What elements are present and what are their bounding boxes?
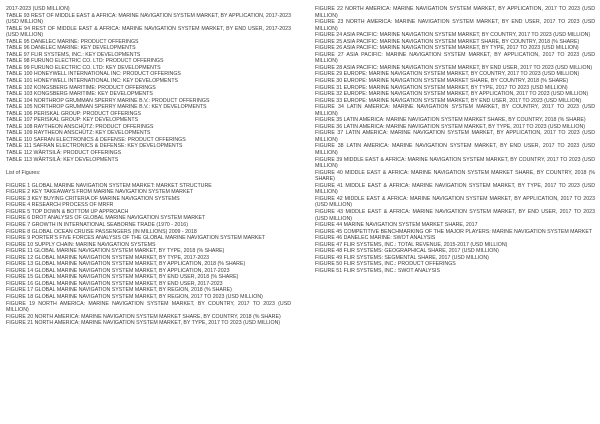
list-item: FIGURE 16 GLOBAL MARINE NAVIGATION SYSTEM MARKET, BY END USER, 2017-2023: [6, 280, 223, 287]
list-item: TABLE 109 RAYTHEON ANSCHÜTZ: KEY DEVELOPMENTS: [6, 130, 151, 137]
list-item: FIGURE 10 SUPPLY CHAIN: MARINE NAVIGATION SYSTEMS: [6, 241, 156, 248]
list-item: FIGURE 31 EUROPE: MARINE NAVIGATION SYSTEM MARKET, BY TYPE, 2017 TO 2023 (USD MILLION): [315, 84, 568, 91]
list-item: TABLE 99 FURUNO ELECTRIC CO. LTD: KEY DEVELOPMENTS: [6, 64, 161, 71]
list-item: FIGURE 25 ASIA PACIFIC: MARINE NAVIGATION SYSTEM MARKET SHARE, BY COUNTRY, 2018 (% SHARE): [315, 38, 580, 45]
list-item: TABLE 112 WÄRTSILÄ: PRODUCT OFFERINGS: [6, 150, 122, 157]
list-item: FIGURE 7 GROWTH IN INTERNATIONAL SEABORNE TRADE (1970 - 2016): [6, 221, 188, 228]
list-item: TABLE 94 REST OF MIDDLE EAST & AFRICA: MARINE NAVIGATION SYSTEM MARKET, BY END USER, 2017-2023 (USD MILLION): [6, 25, 291, 39]
list-item: FIGURE 37 LATIN AMERICA: MARINE NAVIGATION SYSTEM MARKET, BY APPLICATION, 2017 TO 2023 (USD MILLION): [315, 130, 595, 143]
list-item: FIGURE 19 NORTH AMERICA: MARINE NAVIGATION SYSTEM MARKET, BY COUNTRY, 2017 TO 2023 (USD MILLION): [6, 300, 291, 314]
list-item: FIGURE 48 FLIR SYSTEMS: GEOGRAPHICAL SHARE, 2017 (USD MILLION): [315, 248, 499, 255]
list-item: FIGURE 49 FLIR SYSTEMS: SEGMENTAL SHARE, 2017 (USD MILLION): [315, 254, 489, 261]
list-item: FIGURE 1 GLOBAL MARINE NAVIGATION SYSTEM MARKET: MARKET STRUCTURE: [6, 182, 212, 189]
figures-heading: List of Figures:: [6, 169, 41, 176]
list-item: FIGURE 22 NORTH AMERICA: MARINE NAVIGATION SYSTEM MARKET, BY APPLICATION, 2017 TO 2023 (USD MILLION): [315, 6, 595, 19]
list-item: FIGURE 35 LATIN AMERICA: MARINE NAVIGATION SYSTEM MARKET SHARE, BY COUNTRY, 2018 (% SHARE): [315, 117, 586, 124]
list-item: FIGURE 40 MIDDLE EAST & AFRICA: MARINE NAVIGATION SYSTEM MARKET SHARE, BY COUNTRY, 2018 (% SHARE): [315, 169, 595, 183]
list-item: FIGURE 44 MARINE NAVIGATION SYSTEM MARKET SHARE, 2017: [315, 222, 478, 229]
list-item: TABLE 111 SAFRAN ELECTRONICS & DEFENSE: KEY DEVELOPMENTS: [6, 143, 183, 150]
list-item: FIGURE 3 KEY BUYING CRITERIA OF MARINE NAVIGATION SYSTEMS: [6, 195, 180, 202]
list-item: TABLE 105 NORTHROP GRUMMAN SPERRY MARINE B.V.: KEY DEVELOPMENTS: [6, 104, 207, 111]
list-item: TABLE 102 KONGSBERG MARITIME: PRODUCT OFFERINGS: [6, 84, 156, 91]
list-item: FIGURE 26 ASIA PACIFIC: MARINE NAVIGATION SYSTEM MARKET, BY TYPE, 2017 TO 2023 (USD MILLION): [315, 45, 579, 52]
list-item: FIGURE 23 NORTH AMERICA: MARINE NAVIGATION SYSTEM MARKET, BY END USER, 2017 TO 2023 (USD MILLION): [315, 19, 595, 32]
list-item: TABLE 103 KONGSBERG MARITIME: KEY DEVELOPMENTS: [6, 91, 153, 98]
list-item: FIGURE 36 LATIN AMERICA: MARINE NAVIGATION SYSTEM MARKET, BY TYPE, 2017 TO 2023 (USD MILLION): [315, 123, 586, 130]
list-item: TABLE 96 DANELEC MARINE: KEY DEVELOPMENTS: [6, 45, 136, 52]
list-item: 2017-2023 (USD MILLION): [6, 6, 70, 12]
list-item: FIGURE 27 ASIA PACIFIC: MARINE NAVIGATION SYSTEM MARKET, BY APPLICATION, 2017 TO 2023 (USD MILLION): [315, 51, 595, 65]
list-item: FIGURE 6 DROT ANALYSIS OF GLOBAL MARINE NAVIGATION SYSTEM MARKET: [6, 215, 206, 222]
list-item: FIGURE 46 DANELEC MARINE: SWOT ANALYSIS: [315, 235, 436, 242]
list-item: FIGURE 14 GLOBAL MARINE NAVIGATION SYSTEM MARKET, BY APPLICATION, 2017-2023: [6, 267, 230, 274]
list-item: TABLE 93 REST OF MIDDLE EAST & AFRICA: MARINE NAVIGATION SYSTEM MARKET, BY APPLICATION, 2017-2023 (USD MILLION): [6, 12, 291, 26]
list-item: FIGURE 50 FLIR SYSTEMS, INC.: PRODUCT OFFERINGS: [315, 261, 456, 268]
right-column: [315, 6, 595, 274]
list-item: TABLE 97 FLIR SYSTEMS, INC.: KEY DEVELOPMENTS: [6, 51, 141, 58]
figure-list-left: [6, 183, 291, 327]
list-item: FIGURE 39 MIDDLE EAST & AFRICA: MARINE NAVIGATION SYSTEM MARKET, BY COUNTRY, 2017 TO 2023 (USD MILLION): [315, 156, 595, 170]
list-item: TABLE 107 PERISKAL GROUP: KEY DEVELOPMENTS: [6, 117, 139, 124]
list-item: FIGURE 42 MIDDLE EAST & AFRICA: MARINE NAVIGATION SYSTEM MARKET, BY APPLICATION, 2017 TO 2023 (USD MILLION): [315, 195, 595, 209]
list-item: FIGURE 34 LATIN AMERICA: MARINE NAVIGATION SYSTEM MARKET, BY COUNTRY, 2017 TO 2023 (USD MILLION): [315, 104, 595, 117]
list-item: FIGURE 41 MIDDLE EAST & AFRICA: MARINE NAVIGATION SYSTEM MARKET, BY TYPE, 2017 TO 2023 (USD MILLION): [315, 182, 595, 196]
list-item: FIGURE 28 ASIA PACIFIC: MARINE NAVIGATION SYSTEM MARKET, BY END USER, 2017 TO 2023 (USD MILLION): [315, 64, 593, 71]
list-item: FIGURE 2 KEY TAKEAWAYS FROM MARINE NAVIGATION SYSTEM MARKET: [6, 189, 194, 196]
list-item: FIGURE 15 GLOBAL MARINE NAVIGATION SYSTEM MARKET, BY END USER, 2018 (% SHARE): [6, 274, 239, 281]
list-item: FIGURE 30 EUROPE: MARINE NAVIGATION SYSTEM MARKET SHARE, BY COUNTRY, 2018 (% SHARE): [315, 78, 569, 85]
list-item: FIGURE 21 NORTH AMERICA: MARINE NAVIGATION SYSTEM MARKET, BY TYPE, 2017 TO 2023 (USD MILLION): [6, 320, 281, 327]
list-item: FIGURE 11 GLOBAL MARINE NAVIGATION SYSTEM MARKET, BY TYPE, 2018 (% SHARE): [6, 248, 225, 255]
list-item: FIGURE 51 FLIR SYSTEMS, INC.: SWOT ANALYSIS: [315, 267, 440, 274]
list-item: FIGURE 20 NORTH AMERICA: MARINE NAVIGATION SYSTEM MARKET SHARE, BY COUNTRY, 2018 (% SHARE): [6, 313, 281, 320]
list-item: TABLE 106 PERISKAL GROUP: PRODUCT OFFERINGS: [6, 110, 141, 117]
list-item: TABLE 110 SAFRAN ELECTRONICS & DEFENSE: PRODUCT OFFERINGS: [6, 136, 186, 143]
list-item: TABLE 95 DANELEC MARINE: PRODUCT OFFERINGS: [6, 38, 139, 45]
table-list-continued: [6, 6, 291, 163]
list-item: TABLE 101 HONEYWELL INTERNATIONAL INC: KEY DEVELOPMENTS: [6, 78, 179, 85]
list-item: FIGURE 12 GLOBAL MARINE NAVIGATION SYSTEM MARKET, BY TYPE, 2017-2023: [6, 254, 210, 261]
list-item: TABLE 108 RAYTHEON ANSCHÜTZ: PRODUCT OFFERINGS: [6, 123, 154, 130]
list-item: TABLE 113 WÄRTSILÄ: KEY DEVELOPMENTS: [6, 156, 119, 163]
list-item: FIGURE 24 ASIA PACIFIC: MARINE NAVIGATION SYSTEM MARKET, BY COUNTRY, 2017 TO 2023 (USD MILLION): [315, 32, 591, 39]
list-item: TABLE 100 HONEYWELL INTERNATIONAL INC: PRODUCT OFFERINGS: [6, 71, 181, 78]
list-item: FIGURE 43 MIDDLE EAST & AFRICA: MARINE NAVIGATION SYSTEM MARKET, BY END USER, 2017 TO 2023 (USD MILLION): [315, 208, 595, 222]
list-item: FIGURE 38 LATIN AMERICA: MARINE NAVIGATION SYSTEM MARKET, BY END USER, 2017 TO 2023 (USD MILLION): [315, 143, 595, 157]
list-item: FIGURE 13 GLOBAL MARINE NAVIGATION SYSTEM MARKET, BY APPLICATION, 2018 (% SHARE): [6, 261, 246, 268]
list-item: TABLE 104 NORTHROP GRUMMAN SPERRY MARINE B.V.: PRODUCT OFFERINGS: [6, 97, 210, 104]
list-item: FIGURE 29 EUROPE: MARINE NAVIGATION SYSTEM MARKET, BY COUNTRY, 2017 TO 2023 (USD MILLION): [315, 71, 580, 78]
left-column: [6, 6, 291, 327]
list-item: FIGURE 8 GLOBAL OCEAN CRUISE PASSENGERS (IN MILLIONS) 2009 - 2018: [6, 228, 197, 235]
list-item: TABLE 98 FURUNO ELECTRIC CO. LTD: PRODUCT OFFERINGS: [6, 58, 164, 65]
list-item: FIGURE 4 RESEARCH PROCESS OF MRFR: [6, 202, 114, 209]
figure-list-right: [315, 6, 595, 274]
list-item: FIGURE 33 EUROPE: MARINE NAVIGATION SYSTEM MARKET, BY END USER, 2017 TO 2023 (USD MILLION): [315, 97, 582, 104]
list-item: FIGURE 47 FLIR SYSTEMS, INC.: TOTAL REVENUE, 2015-2017 (USD MILLION): [315, 241, 508, 248]
list-item: FIGURE 9 PORTER'S FIVE FORCES ANALYSIS OF THE GLOBAL MARINE NAVIGATION SYSTEM MARKET: [6, 235, 266, 242]
list-item: FIGURE 17 GLOBAL MARINE NAVIGATION SYSTEM MARKET, BY REGION, 2018 (% SHARE): [6, 287, 232, 294]
list-item: FIGURE 18 GLOBAL MARINE NAVIGATION SYSTEM MARKET, BY REGION, 2017 TO 2023 (USD MILLION): [6, 293, 263, 300]
list-item: FIGURE 32 EUROPE: MARINE NAVIGATION SYSTEM MARKET, BY APPLICATION, 2017 TO 2023 (USD MILLION): [315, 91, 589, 98]
list-item: FIGURE 45 COMPETITIVE BENCHMARKING OF THE MAJOR PLAYERS: MARINE NAVIGATION SYSTEM MARKET: [315, 228, 593, 235]
list-item: FIGURE 5 TOP DOWN & BOTTOM UP APPROACH: [6, 208, 129, 215]
